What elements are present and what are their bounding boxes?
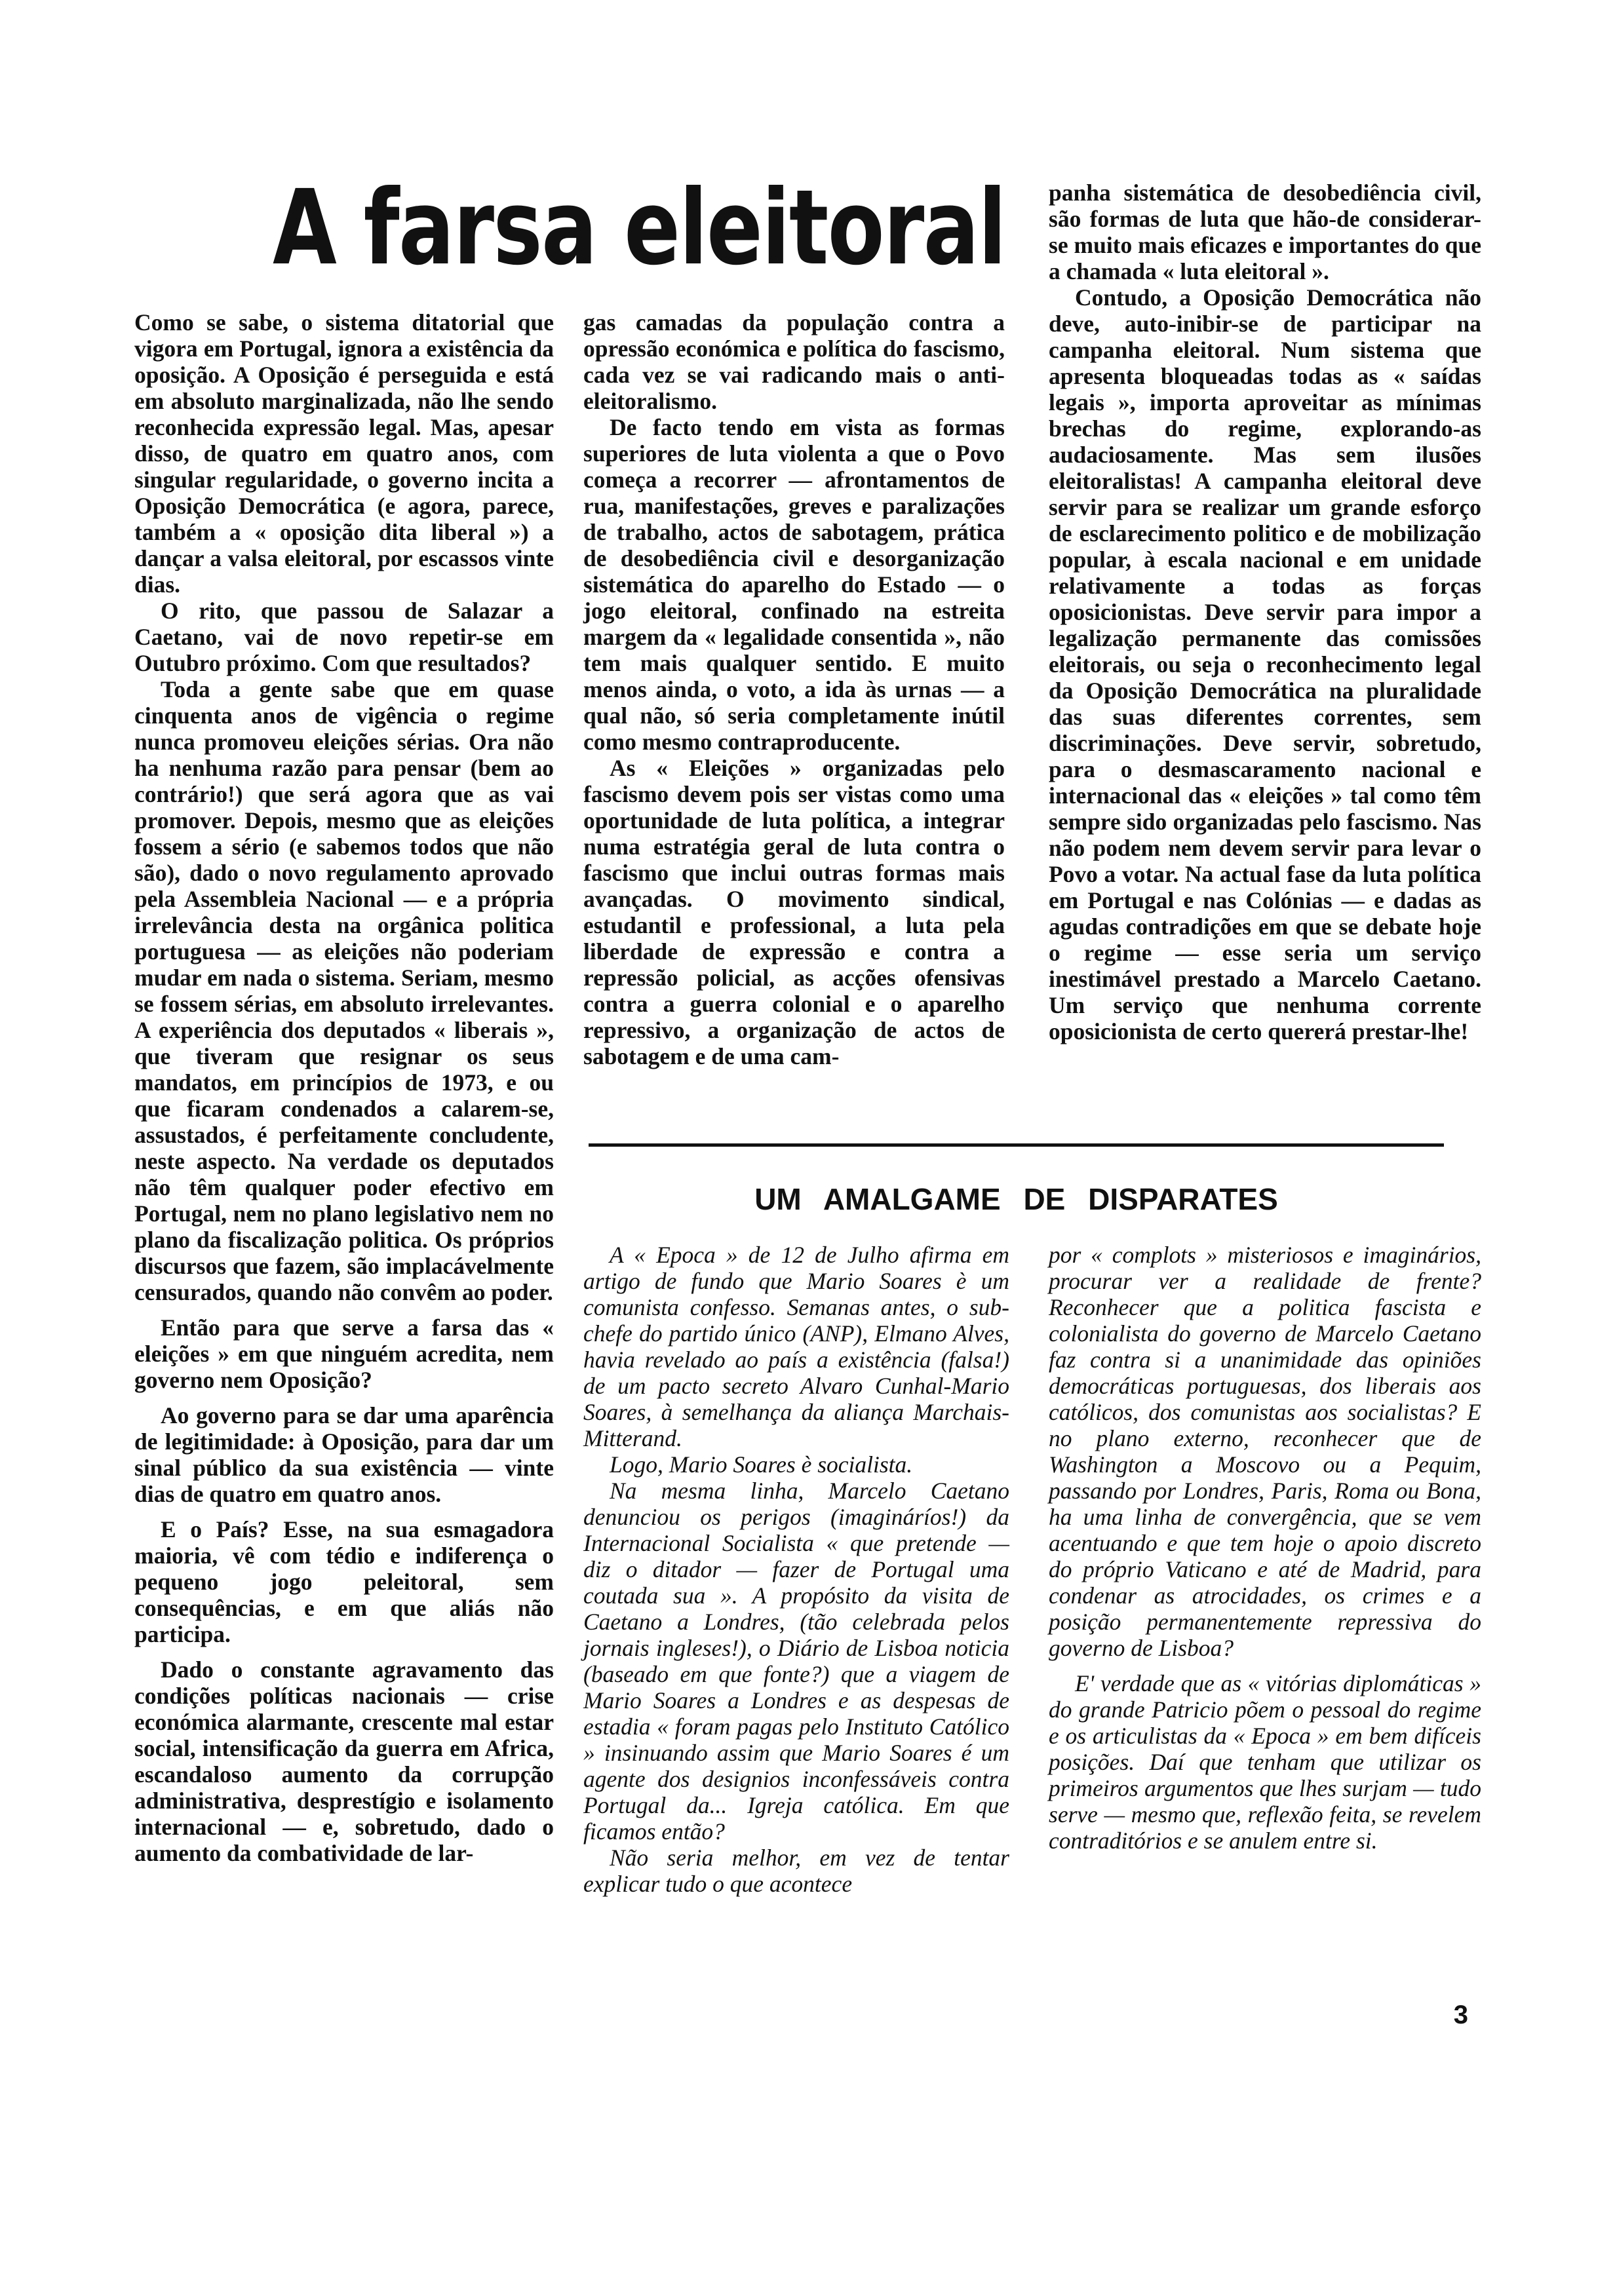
article-paragraph: Toda a gente sabe que em quase cinquenta anos de vigência o regime nunca promoveu eleições sérias. Ora não ha nenhuma razão para pensar (bem ao contrário!) que será agora que as vai promover. Depois, mesmo que as eleições fossem a sério (e sabemos todos que não são), dado o novo regulamento aprovado pela Assembleia Nacional — e a própria irrelevância desta na orgânica politica portuguesa — as eleições não poderiam mudar em nada o sistema. Seriam, mesmo se fossem sérias, em absoluto irrelevantes. A experiência dos deputados « liberais », que tiveram que resignar os seus mandatos, em princípios de 1973, e ou que ficaram condenados a calarem-se, assustados, é perfeitamente concludente, neste aspecto. Na verdade os deputados não têm qualquer poder efectivo em Portugal, nem no plano legislativo nem no plano da fiscalização politica. Os próprios discursos que fazem, são implacávelmente censurados, quando não convêm ao poder. [134,676,554,1305]
sidebar-paragraph: Não seria melhor, em vez de tentar explicar tudo o que acontece [583,1845,1009,1897]
sidebar-column-2 [1049,1242,1481,1854]
sidebar-paragraph: Na mesma linha, Marcelo Caetano denunciou os perigos (imagináríos!) da Internacional Socialista « que pretende — diz o ditador — fazer de Portugal uma coutada sua ». A propósito da visita de Caetano a Londres, (tão celebrada pelos jornais ingleses!), o Diário de Lisboa noticia (baseado em que fonte?) que a viagem de Mario Soares a Londres e as despesas de estadia « foram pagas pelo Instituto Católico » insinuando assim que Mario Soares é um agente dos designios inconfessáveis contra Portugal da... Igreja católica. Em que ficamos então? [583,1478,1009,1845]
article-paragraph: O rito, que passou de Salazar a Caetano, vai de novo repetir-se em Outubro próximo. Com que resultados? [134,598,554,676]
article-paragraph: E o País? Esse, na sua esmagadora maioria, vê com tédio e indiferença o pequeno jogo peleitoral, sem consequências, e em que aliás não participa. [134,1516,554,1647]
page-number: 3 [1453,2000,1468,2029]
article-paragraph: De facto tendo em vista as formas superiores de luta violenta a que o Povo começa a recorrer — afrontamentos de rua, manifestações, greves e paralizações de trabalho, actos de sabotagem, prática de desobediência civil e desorganização sistemática do aparelho do Estado — o jogo eleitoral, confinado na estreita margem da « legalidade consentida », não tem mais qualquer sentido. E muito menos ainda, o voto, a ida às urnas — a qual não, só seria completamente inútil como mesmo contraproducente. [583,414,1005,755]
section-divider [589,1143,1444,1147]
article-paragraph: panha sistemática de desobediência civil, são formas de luta que hão-de considerar-se muito mais eficazes e importantes do que a chamada « luta eleitoral ». [1049,180,1481,284]
sidebar-heading: UM AMALGAME DE DISPARATES [754,1182,1278,1216]
article-paragraph: Contudo, a Oposição Democrática não deve, auto-inibir-se de participar na campanha eleitoral. Num sistema que apresenta bloqueadas todas as « saídas legais », importa aproveitar as mínimas brechas do regime, explorando-as audaciosamente. Mas sem ilusões eleitoralistas! A campanha eleitoral deve servir para se realizar um grande esforço de esclarecimento politico e de mobilização popular, à escala nacional e em unidade relativamente a todas as forças oposicionistas. Deve servir para impor a legalização permanente das comissões eleitorais, ou seja o reconhecimento legal da Oposição Democrática na pluralidade das suas diferentes correntes, sem discriminações. Deve servir, sobretudo, para o desmascaramento nacional e internacional das « eleições » tal como têm sempre sido organizadas pelo fascismo. Nas não podem nem devem servir para levar o Povo a votar. Na actual fase da luta política em Portugal e nas Colónias — e dadas as agudas contradições em que se debate hoje o regime — esse seria um serviço inestimável prestado a Marcelo Caetano. Um serviço que nenhuma corrente oposicionista de certo quererá prestar-lhe! [1049,284,1481,1044]
article-column-1 [134,309,554,1866]
sidebar-paragraph: Logo, Mario Soares è socialista. [610,1451,913,1478]
article-paragraph: Ao governo para se dar uma aparência de legitimidade: à Oposição, para dar um sinal público da sua existência — vinte dias de quatro em quatro anos. [134,1402,554,1507]
sidebar-paragraph: A « Epoca » de 12 de Julho afirma em artigo de fundo que Mario Soares è um comunista confesso. Semanas antes, o sub-chefe do partido único (ANP), Elmano Alves, havia revelado ao país a existência (falsa!) de um pacto secreto Alvaro Cunhal-Mario Soares, à semelhança da aliança Marchais-Mitterand. [583,1242,1009,1451]
article-paragraph: Dado o constante agravamento das condições políticas nacionais — crise económica alarmante, crescente mal estar social, intensificação da guerra em Africa, escandaloso aumento da corrupção administrativa, desprestígio e isolamento internacional — e, sobretudo, dado o aumento da combatividade de lar- [134,1656,554,1866]
article-column-2 [583,309,1005,1069]
sidebar-paragraph: por « complots » misteriosos e imaginários, procurar ver a realidade de frente? Reconhecer que a politica fascista e colonialista do governo de Marcelo Caetano faz contra si a unanimidade das opiniões democráticas portuguesas, dos liberais aos católicos, dos comunistas aos socialistas? E no plano externo, reconhecer que de Washington a Moscovo ou a Pequim, passando por Londres, Paris, Roma ou Bona, ha uma linha de convergência, que se vem acentuando e que tem hoje o apoio discreto do próprio Vaticano e até de Madrid, para condenar as atrocidades, os crimes e a posição permanentemente repressiva do governo de Lisboa? [1049,1242,1481,1661]
article-column-3 [1049,180,1481,1044]
article-title: A farsa eleitoral [273,168,1006,288]
article-paragraph: Então para que serve a farsa das « eleições » em que ninguém acredita, nem governo nem Oposição? [134,1314,554,1393]
article-paragraph: gas camadas da população contra a opressão económica e política do fascismo, cada vez se vai radicando mais o anti-eleitoralismo. [583,309,1005,414]
sidebar-paragraph: E' verdade que as « vitórias diplomáticas » do grande Patricio põem o pessoal do regime e os articulistas da « Epoca » em bem difíceis posições. Daí que tenham que utilizar os primeiros argumentos que lhes surjam — tudo serve — mesmo que, reflexão feita, se revelem contraditórios e se anulem entre si. [1049,1670,1481,1854]
sidebar-column-1 [583,1242,1009,1897]
article-paragraph: Como se sabe, o sistema ditatorial que vigora em Portugal, ignora a existência da oposição. A Oposição é perseguida e está em absoluto marginalizada, não lhe sendo reconhecida expressão legal. Mas, apesar disso, de quatro em quatro anos, com singular regularidade, o governo incita a Oposição Democrática (e agora, parece, também a « oposição dita liberal ») a dançar a valsa eleitoral, por escassos vinte dias. [134,309,554,598]
article-paragraph: As « Eleições » organizadas pelo fascismo devem pois ser vistas como uma oportunidade de luta política, a integrar numa estratégia geral de luta contra o fascismo que inclui outras formas mais avançadas. O movimento sindical, estudantil e professional, a luta pela liberdade de expressão e contra a repressão policial, as acções ofensivas contra a guerra colonial e o aparelho repressivo, a organização de actos de sabotagem e de uma cam- [583,755,1005,1069]
